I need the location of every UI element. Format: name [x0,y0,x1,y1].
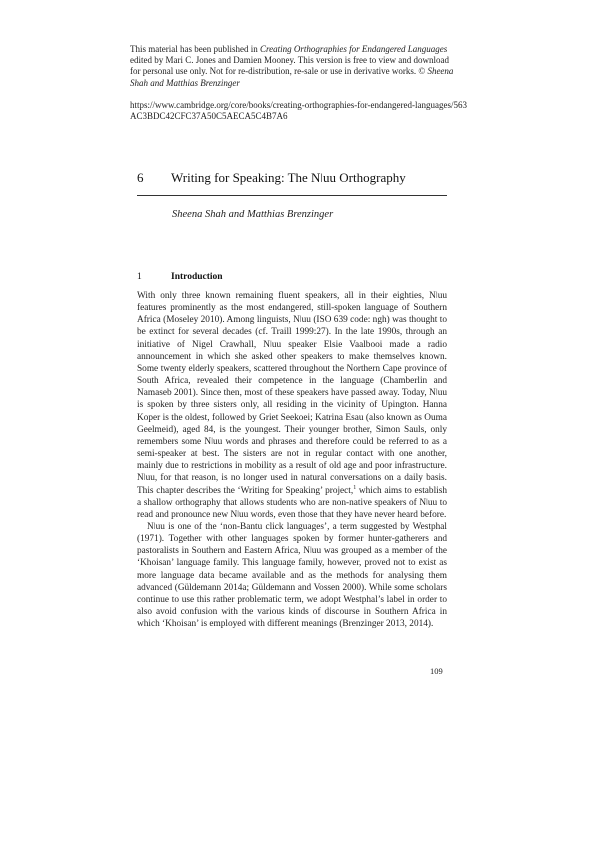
book-title: Creating Orthographies for Endangered Languages [259,44,448,54]
section-title: Introduction [171,272,223,282]
chapter-title: Writing for Speaking: The Nǀuu Orthography [171,170,406,185]
paragraph-1-part-b: which aims to establish a shallow orthography that allows students who are non-native speakers of Nǀuu to read and pronounce new Nǀuu words, even those that they have never heard before. [137,485,448,520]
footnote-marker[interactable]: 1 [353,484,357,491]
source-url[interactable]: https://www.cambridge.org/core/books/creating-orthographies-for-endangered-languages/563AC3BDC42CFC37A50C5AECA5C4B7A6 [130,100,467,122]
section-number: 1 [137,272,142,282]
body-text [137,290,447,630]
copyright-holders: Sheena Shah and Matthias Brenzinger [130,66,454,88]
notice-middle: edited by Mari C. Jones and Damien Mooney. This version is free to view and download for personal use only. Not for re-distribution, re-sale or use in derivative works. © [130,55,449,77]
chapter-authors: Sheena Shah and Matthias Brenzinger [172,209,334,220]
notice-prefix: This material has been published in [130,44,260,54]
chapter-number: 6 [137,170,144,185]
paragraph-2: Nǀuu is one of the ‘non-Bantu click languages’, a term suggested by Westphal (1971). Together with other languages spoken by former hunter-gatherers and pastoralists in Southern and Eastern Africa, Nǀuu was grouped as a member of the ‘Khoisan’ language family. This language family, however, proved not to exist as more language data became available and as the methods for analysing them advanced (Güldemann 2014a; Güldemann and Vossen 2000). While some scholars continue to use this rather problematic term, we adopt Westphal’s label in order to also avoid confusion with the various kinds of discourse in Southern Africa in which ‘Khoisan’ is employed with different meanings (Brenzinger 2013, 2014). [137,521,447,630]
page-number: 109 [430,666,443,676]
chapter-rule [137,195,447,196]
paragraph-1 [137,290,447,521]
chapter-heading [137,170,447,186]
copyright-notice [130,44,460,89]
section-heading [137,272,223,282]
paragraph-1-part-a: With only three known remaining fluent speakers, all in their eighties, Nǀuu features prominently as the most endangered, still-spoken language of Southern Africa (Moseley 2010). Among linguists, Nǀuu (ISO 639 code: ngh) was thought to be extinct for several decades (cf. Traill 1999:27). In the late 1990s, through an initiative of Nigel Crawhall, Nǀuu speaker Elsie Vaalbooi made a radio announcement in which she asked other speakers to make themselves known. Some twenty elderly speakers, scattered throughout the Northern Cape province of South Africa, revealed their competence in the language (Chamberlin and Namaseb 2001). Since then, most of these speakers have passed away. Today, Nǀuu is spoken by three sisters only, all residing in the vicinity of Upington. Hanna Koper is the oldest, followed by Griet Seekoei; Katrina Esau (also known as Ouma Geelmeid), aged 84, is the youngest. Their younger brother, Simon Sauls, only remembers some Nǀuu words and phrases and therefore could be referred to as a semi-speaker at best. The sisters are not in regular contact with one another, mainly due to restrictions in mobility as a result of old age and poor infrastructure. Nǀuu, for that reason, is no longer used in natural conversations on a daily basis. This chapter describes the ‘Writing for Speaking’ project, [137,291,447,496]
